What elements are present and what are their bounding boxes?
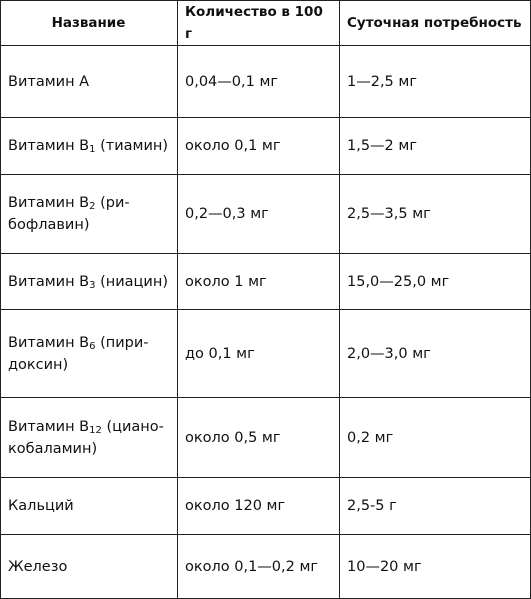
cell-name — [1, 398, 178, 478]
name-text: Кальций — [8, 498, 74, 514]
header-name: Название — [1, 1, 178, 46]
cell-amount: 0,04—0,1 мг — [178, 46, 340, 118]
table-row — [1, 46, 531, 118]
cell-name — [1, 310, 178, 398]
name-text: Витамин B — [8, 334, 90, 351]
name-suffix: (пири- — [95, 334, 149, 351]
cell-name — [1, 254, 178, 310]
cell-daily: 1—2,5 мг — [340, 46, 531, 118]
name-text: Железо — [8, 558, 68, 575]
table-row — [1, 398, 531, 478]
name-suffix: (циано- — [101, 418, 164, 435]
table-row — [1, 175, 531, 254]
name-suffix: (тиамин) — [95, 138, 169, 154]
table-row — [1, 254, 531, 310]
cell-amount: около 0,1 мг — [178, 118, 340, 175]
cell-name — [1, 535, 178, 599]
cell-amount: около 0,1—0,2 мг — [178, 535, 340, 599]
cell-name — [1, 175, 178, 254]
cell-amount: около 0,5 мг — [178, 398, 340, 478]
cell-daily: 15,0—25,0 мг — [340, 254, 531, 310]
cell-name — [1, 46, 178, 118]
header-amount: Количество в 100 г — [178, 1, 340, 46]
cell-daily: 2,5—3,5 мг — [340, 175, 531, 254]
table-row — [1, 118, 531, 175]
name-text: Витамин B — [8, 418, 90, 435]
name-subscript: 2 — [89, 201, 96, 212]
name-text: Витамин B — [8, 273, 90, 290]
name-text: Витамин B — [8, 138, 90, 154]
cell-amount: около 120 мг — [178, 478, 340, 535]
cell-amount: 0,2—0,3 мг — [178, 175, 340, 254]
table-header-row — [1, 1, 531, 46]
name-subscript: 12 — [89, 424, 102, 436]
name-suffix: (ри- — [95, 195, 130, 211]
name-suffix: (ниацин) — [95, 273, 168, 290]
name-suffix-line2: кобаламин) — [8, 440, 98, 457]
name-subscript: 1 — [89, 144, 96, 155]
cell-daily: 1,5—2 мг — [340, 118, 531, 175]
name-subscript: 3 — [89, 279, 96, 291]
cell-amount: около 1 мг — [178, 254, 340, 310]
name-text: Витамин B — [8, 195, 90, 211]
table-row — [1, 535, 531, 599]
cell-daily: 2,0—3,0 мг — [340, 310, 531, 398]
table-row — [1, 478, 531, 535]
name-suffix-line2: бофлавин) — [8, 217, 90, 233]
cell-amount: до 0,1 мг — [178, 310, 340, 398]
cell-daily: 10—20 мг — [340, 535, 531, 599]
name-text: Витамин A — [8, 73, 90, 90]
name-suffix-line2: доксин) — [8, 356, 69, 373]
table-row — [1, 310, 531, 398]
cell-daily: 0,2 мг — [340, 398, 531, 478]
header-daily: Суточная потребность — [340, 1, 531, 46]
cell-daily: 2,5-5 г — [340, 478, 531, 535]
cell-name — [1, 118, 178, 175]
name-subscript: 6 — [89, 340, 96, 352]
cell-name — [1, 478, 178, 535]
